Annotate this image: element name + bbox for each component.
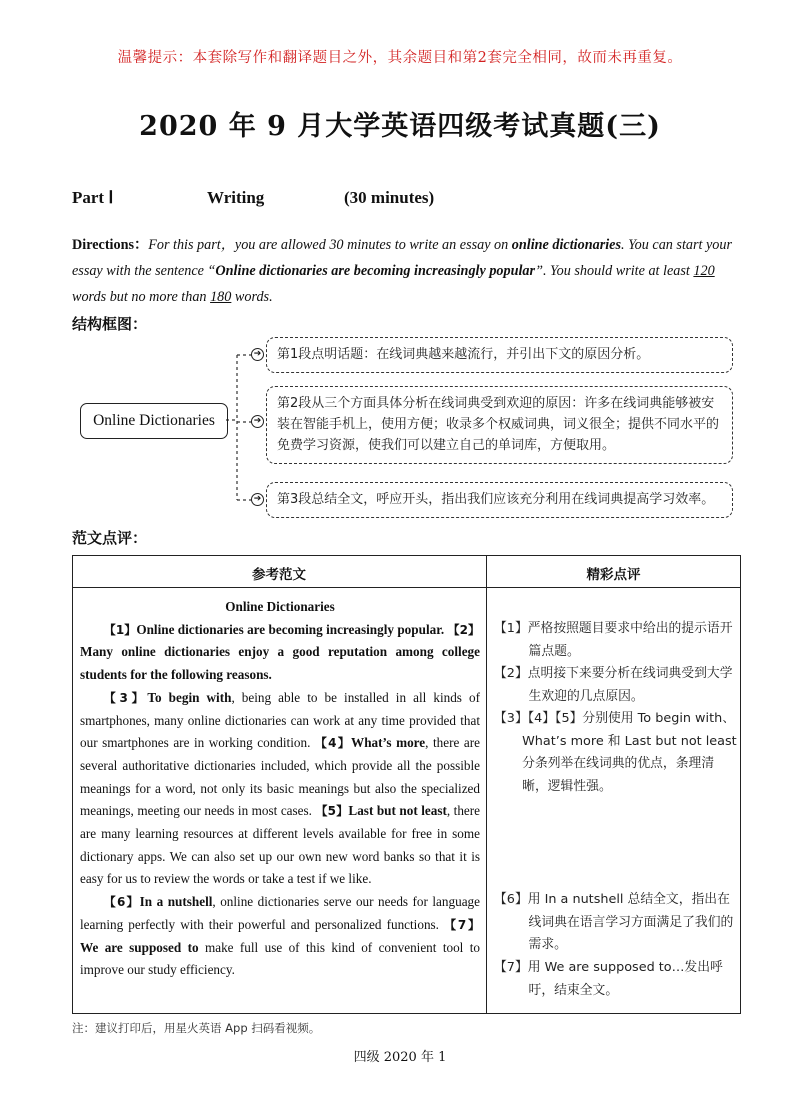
table-header-comments: 精彩点评 — [586, 567, 641, 583]
comment-text: 【1】严格按照题目要求中给出的提示语开篇点题。 — [494, 621, 733, 659]
part-label: Part Ⅰ — [72, 188, 114, 207]
transition: Last but not least — [348, 803, 447, 819]
marker: 【7】 — [444, 917, 480, 932]
sentence: , there are many learning resources at different levels available for free in some dictionary apps. We can also set up our own new word banks so that it is easy for us to review the words or take a test if we like. — [80, 803, 481, 887]
sentence: , being able to be installed in all kinds of smartphones, many online dictionaries can work at any time provided that our smartphones are in working condition. — [80, 689, 480, 751]
table-divider — [486, 555, 487, 1014]
directions-topic: online dictionaries — [511, 237, 621, 253]
directions-text: words but no more than — [72, 289, 211, 305]
essay-title: Online Dictionaries — [225, 599, 335, 614]
framework-paragraph-2: 第2段从三个方面具体分析在线词典受到欢迎的原因：许多在线词典能够被安装在智能手机上，使用方便；收录多个权威词典，词义很全；提供不同水平的免费学习资源，使我们可以建立自己的单词库，方便取用。 — [266, 386, 733, 464]
essay-paragraph-2 — [80, 687, 480, 891]
comment-text: 【2】点明接下来要分析在线词典受到大学生欢迎的几点原因。 — [494, 666, 733, 704]
comment-6 — [494, 889, 739, 957]
directions-text: For this part，you are allowed 30 minutes to write an essay on — [148, 237, 512, 253]
marker: 【1】 — [103, 622, 137, 637]
framework-center-node: Online Dictionaries — [80, 403, 228, 439]
footnote: 注：建议打印后，用星火英语 App 扫码看视频。 — [72, 1021, 321, 1035]
comment-3 — [494, 708, 739, 799]
transition: We are supposed to — [80, 939, 199, 955]
transition: What’s more — [351, 735, 426, 751]
sentence: Many online dictionaries enjoy a good reputation among college students for the following reasons. — [80, 644, 480, 683]
part-time: (30 minutes) — [344, 188, 435, 207]
sentence: , there are several authoritative dictionaries included, which provide all the possible meanings for a word, not only its basic meanings but also the specialized meanings, meeting our needs in most cases. — [80, 735, 480, 819]
directions-max-words: 180 — [210, 289, 232, 305]
framework-label: 结构框图： — [72, 315, 148, 333]
table-header-essay: 参考范文 — [252, 567, 306, 583]
marker: 【5】 — [315, 804, 349, 819]
comment-text: 【3】【4】【5】分别使用 To begin with、What’s more 和 Last but not least 分条列举在线词典的优点，条理清晰，逻辑性强。 — [494, 711, 737, 795]
directions-text: words. — [231, 289, 273, 305]
marker: 【4】 — [314, 736, 352, 751]
directions-label: Directions： — [72, 237, 149, 253]
arrow-right-icon: ➔ — [251, 415, 264, 428]
essay-paragraph-1 — [80, 619, 480, 687]
essay-paragraph-3 — [80, 891, 480, 982]
arrow-right-icon: ➔ — [251, 493, 264, 506]
part-name: Writing — [207, 188, 265, 207]
model-essay — [80, 596, 480, 982]
transition: To begin with — [147, 689, 232, 705]
page-title: 2020 年 9 月大学英语四级考试真题(三) — [139, 111, 661, 142]
directions-text: ”. You should write at least — [535, 263, 694, 279]
comment-text: 【6】用 In a nutshell 总结全文，指出在线词典在语言学习方面满足了我们的需求。 — [494, 892, 734, 953]
comment-7 — [494, 957, 739, 1002]
marker: 【3】 — [103, 690, 148, 705]
sentence: Online dictionaries are becoming increasingly popular. — [136, 621, 445, 637]
directions-text: . You can start your essay with the sentence “ — [72, 237, 733, 279]
transition: In a nutshell — [139, 894, 213, 910]
marker: 【2】 — [447, 622, 481, 637]
comment-1 — [494, 618, 739, 663]
notice-banner: 温馨提示：本套除写作和翻译题目之外，其余题目和第2套完全相同，故而未再重复。 — [117, 50, 683, 66]
framework-paragraph-1: 第1段点明话题：在线词典越来越流行，并引出下文的原因分析。 — [266, 337, 733, 373]
sentence: , online dictionaries serve our needs for language learning perfectly with their powerful and personalized functions. — [80, 894, 480, 932]
comment-2 — [494, 663, 739, 708]
directions-min-words: 120 — [693, 263, 715, 279]
table-divider — [72, 587, 741, 588]
framework-paragraph-3: 第3段总结全文，呼应开头，指出我们应该充分利用在线词典提高学习效率。 — [266, 482, 733, 518]
comment-text: 【7】用 We are supposed to…发出呼吁，结束全文。 — [494, 960, 723, 998]
marker: 【6】 — [103, 895, 140, 910]
review-label: 范文点评： — [72, 529, 148, 547]
arrow-right-icon: ➔ — [251, 348, 264, 361]
directions-sentence: Online dictionaries are becoming increasingly popular — [215, 263, 536, 279]
page-footer: 四级 2020 年 1 — [353, 1050, 447, 1065]
sentence: make full use of this kind of convenient tool to improve our study efficiency. — [80, 939, 480, 978]
